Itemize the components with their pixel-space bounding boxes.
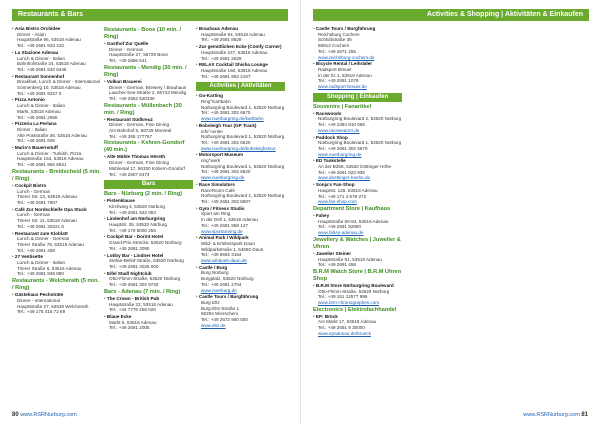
right-column-1 [313, 26, 405, 338]
listing-detail: Wildparkstraße 1, 54550 Daun [201, 246, 264, 252]
listing-entry [104, 79, 193, 102]
listing-name: • Blaue Ecke [104, 314, 193, 320]
listing-entry [196, 62, 285, 79]
listing-detail: Tel.: +49 2691 92880 [318, 224, 362, 230]
listing-entry [313, 158, 402, 181]
left-column-1 [12, 26, 104, 332]
listing-name: • Pizza Antonio [12, 97, 101, 103]
listing-entry [104, 117, 193, 140]
listing-name: • Vulkan Brauerei [104, 79, 193, 85]
listing-name: • Juwelier Steiner [313, 251, 402, 257]
category-band: Activities | Aktivitäten [196, 82, 285, 91]
listing-detail: Otto-Flimm-Straße, 53520 Nürburg [318, 288, 390, 294]
listing-detail: Lunch & Dinner - Italian [17, 55, 66, 61]
listing-detail: Hauptstraße 96, 53518 Adenau [17, 37, 81, 43]
listing-detail: Nürburgring Boulevard 1, 53520 Nürburg [201, 163, 285, 169]
listing-name: • Paddock Shop [313, 135, 402, 141]
listing-detail: Tel.: +49 2691 302 6620 [201, 139, 251, 145]
listing-website-link[interactable]: www.racewear24.de [318, 127, 360, 133]
listing-name: • Cockpit Bar - Dorint Hotel [104, 234, 193, 240]
listing-detail: Tel.: +49 2691 30221 6 [17, 223, 64, 229]
section-heading: Department Store | Kaufhaus [313, 205, 391, 212]
left-page-header: Restaurants & Bars [12, 9, 288, 21]
listing-name: • Brauhaus Adenau [196, 26, 285, 32]
listing-detail: Burg Eltz [201, 299, 220, 305]
left-column-2 [104, 26, 196, 332]
listing-name: • ED Tankstelle [313, 158, 402, 164]
listing-entry [313, 213, 402, 236]
listing-detail: Dinner - International [17, 297, 60, 303]
listing-detail: Trierer Straße 6, 53518 Adenau [17, 265, 82, 271]
listing-detail: Tel.: +44 7776 258 026 [109, 307, 156, 313]
listing-website-link[interactable]: www.nuerburgring.de [201, 175, 245, 181]
listing-detail: RaceRoom Café [201, 187, 235, 193]
listing-name: • Bobsleigh Tour (GP Track) [196, 123, 285, 129]
listing-entry [313, 26, 402, 60]
listing-entry [313, 135, 402, 158]
listing-entry [313, 314, 402, 337]
listing-name: • Castle Tours / Burgführung [196, 294, 285, 300]
listing-detail: 56294 Wierschem [201, 311, 239, 317]
listing-detail: Tel.: +49 2691 2005 [109, 325, 150, 331]
listing-detail: Dinner - German [109, 46, 144, 52]
listing-name: • Zur gemütlichen Ecke (Comfy Corner) [196, 44, 285, 50]
listing-name: • Pistenklause [104, 198, 193, 204]
section-heading: Restaurants - Breidscheid (5 min. / Ring) [12, 168, 101, 182]
listing-detail: Tel.: +49 170 8000 256 [109, 227, 156, 233]
listing-detail: Alte Poststraße 36, 53518 Adenau [17, 132, 87, 138]
listing-entry [104, 216, 193, 233]
site-link[interactable]: www.RSRNurburg.com [523, 412, 580, 418]
listing-detail: Tel.: +49 175 415 72 69 [17, 309, 66, 315]
listing-detail: Tel.: +49 2691 9227 0 [17, 90, 62, 96]
listing-detail: Tel.: +49 2691 2855 [17, 114, 58, 120]
listing-detail: Hauptstraße 27, 56729 Boos [109, 52, 168, 58]
listing-name: • RELAX Cocktail Shisha Lounge [196, 62, 285, 68]
listing-detail: Tel.: +49 2384 910 065 [318, 122, 365, 128]
category-band: Shopping | Einkaufen [313, 93, 402, 102]
section-heading: Restaurants - Mendig (30 min. / Ring) [104, 64, 187, 78]
listing-detail: Lunch - German [17, 212, 51, 218]
page-number: 81 [581, 412, 588, 418]
listing-website-link[interactable]: www.nuerburgring.de/bobsleighstour [201, 145, 276, 151]
listing-detail: Tel.: +49 2691 938 880 [17, 271, 64, 277]
listing-entry [313, 251, 402, 268]
listing-detail: Trierer Str. 11, 53518 Adenau [17, 218, 77, 224]
listing-entry [104, 271, 193, 288]
page-number: 80 [12, 412, 19, 418]
category-band: Bars [104, 180, 193, 189]
listing-detail: Markt 5, 53518 Adenau [109, 319, 157, 325]
listing-name: • Restaurant Südkreuz [104, 117, 193, 123]
listing-name: • Sonja's Fan-Shop [313, 182, 402, 188]
listing-detail: Dinner - German, Brewery / Brauhaus [109, 84, 187, 90]
section-heading: Bars - Nürburg (2 min. / Ring) [104, 191, 183, 198]
listing-detail: Tel.: +49 2691 1078 [318, 78, 359, 84]
listing-detail: Hauptstraße 27, 53539 Welcherath [17, 303, 89, 309]
right-page-header: Activities & Shopping | Aktivitäten & Einkaufen [313, 9, 589, 21]
listing-detail: Hauptstr. 126, 53518 Adenau [318, 187, 378, 193]
listing-entry [12, 254, 101, 277]
listing-entry [104, 41, 193, 64]
listing-detail: Lunch & Dinner - German [17, 236, 70, 242]
section-heading: Bars - Adenau (7 min. / Ring) [104, 288, 181, 295]
left-footer [12, 412, 77, 418]
listing-detail: Hauptstraße 91, 53518 Adenau [318, 256, 382, 262]
listing-name: • Bicycle Rental / Leihräder [313, 61, 402, 67]
listing-entry [12, 26, 101, 49]
listing-detail: Tel.: +49 151 12577 996 [318, 294, 368, 300]
listing-detail: Tel.: +49 2691 606 [17, 138, 55, 144]
listing-entry [313, 61, 402, 90]
listing-detail: Hauptstraße 94, 53518 Adenau [201, 31, 265, 37]
listing-detail: Tel.: +49 2691 2629 [201, 55, 242, 61]
site-link[interactable]: www.RSRNurburg.com [20, 412, 77, 418]
listing-detail: Tel.: +49 2691 459 [17, 247, 55, 253]
listing-entry [104, 296, 193, 313]
right-columns [313, 26, 589, 338]
listing-detail: Am Markt 17, 53518 Adenau [318, 319, 377, 325]
listing-entry [12, 50, 101, 73]
listing-name: • Motorsport Museum [196, 152, 285, 158]
listing-detail: In der Ilz 1, 53518 Adenau [318, 72, 372, 78]
section-heading: Restaurants - Müllenbach (30 min. / Ring) [104, 102, 182, 116]
listing-detail: Reichsburg Cochem [318, 31, 360, 37]
right-page [300, 0, 600, 425]
listing-website-link[interactable]: www.eltz.de [201, 322, 226, 328]
listing-entry [196, 182, 285, 205]
listing-detail: Tel.: +49 2691 9 30000 [318, 325, 365, 331]
listing-name: • Pizzeria La Perlana [12, 121, 101, 127]
section-heading: Souvenirs | Fanartikel [313, 103, 372, 110]
listing-entry [12, 145, 101, 168]
listing-detail: Burg Nürburg [201, 270, 229, 276]
left-column-3 [196, 26, 288, 332]
listing-name: • B.R.M Store Nürburgring Boulevard [313, 283, 402, 289]
listing-entry [104, 253, 193, 270]
left-columns [12, 26, 288, 332]
listing-detail: Ring°Kartbahn [201, 99, 231, 105]
listing-name: • Racewoods [313, 111, 402, 117]
listing-detail: Tel.: +49 2691 302 6607 [201, 198, 251, 204]
listing-entry [196, 123, 285, 152]
listing-name: • Castle Tours / Burgführung [313, 26, 402, 32]
listing-website-link[interactable]: www.nuerburgring.de [318, 151, 362, 157]
listing-detail: Hauptstraße 22, 53518 Adenau [109, 301, 173, 307]
listing-website-link[interactable]: www.fahey-adenau.de [318, 230, 364, 236]
listing-entry [313, 111, 402, 134]
listing-detail: Tel.: +49 2691 458 [318, 262, 356, 268]
listing-detail: Nürburgring Boulevard 2, 53520 Nürburg [318, 116, 402, 122]
listing-entry [12, 74, 101, 97]
listing-detail: Tel.: +49 2691 302 6670 [318, 145, 368, 151]
listing-detail: Nürburgring Boulevard 1, 53520 Nürburg [201, 104, 285, 110]
listing-detail: Laacher-See-Straße 2, 56743 Mendig [109, 90, 187, 96]
listing-entry [196, 235, 285, 264]
listing-detail: Tel.: +49 2671 255 [318, 48, 356, 54]
listing-entry [196, 206, 285, 235]
listing-name: • Restaurant zum Kloblatt [12, 231, 101, 237]
listing-name: • Mario's Bauernstuff [12, 145, 101, 151]
listing-detail: Kirchweg 4, 53520 Nürburg [109, 203, 165, 209]
listing-name: • Lobby Bar - Lindner Hotel [104, 253, 193, 259]
section-heading: B.R.M Watch Store | B.R.M Uhren Shop [313, 268, 402, 282]
listing-detail: Tel.: +49 2691 933 210 [17, 43, 64, 49]
listing-name: • Gästehaus Pechsträte [12, 292, 101, 298]
listing-name: • Castle / Burg [196, 265, 285, 271]
listing-website-link[interactable]: www.epadenau.de/brueck [318, 330, 371, 336]
listing-detail: Stefan-Bellof-Straße, 53520 Nürburg [109, 258, 184, 264]
listing-entry [12, 183, 101, 206]
listing-detail: Tel.: +49 2691 8629 [201, 37, 242, 43]
listing-detail: Hauptstraße 247, 53518 Adenau [201, 49, 268, 55]
listing-detail: Lunch - German [17, 188, 51, 194]
listing-detail: Tel.: +49 171 4 679 272 [318, 193, 367, 199]
right-footer [523, 412, 588, 418]
listing-website-link[interactable]: www.fan-shop.com [318, 199, 357, 205]
listing-name: • Restaurant Sonnenhof [12, 74, 101, 80]
listing-entry [196, 265, 285, 294]
listing-entry [12, 231, 101, 254]
listing-detail: Tel.: +49 2691 302 6620 [201, 169, 251, 175]
listing-detail: Tel.: +49 2691 922 053 [109, 209, 156, 215]
listing-detail: Tel.: +49 2656 541 [109, 58, 147, 64]
listing-detail: Tel.: +49 2691 3025 000 [109, 263, 159, 269]
listing-detail: ring°werk [201, 158, 221, 164]
listing-entry [12, 121, 101, 144]
section-heading: Jewellery & Watches | Juwelier & Uhren [313, 236, 401, 250]
listing-detail: In der Dell 1, 53518 Adenau [201, 217, 258, 223]
listing-detail: Bahnhofstraße 24, 53518 Adenau [17, 61, 86, 67]
listing-detail: Hauptstr. 35, 53520 Nürburg [109, 222, 167, 228]
listing-detail: Hauptstraße 153, 53518 Adenau [17, 156, 84, 162]
listing-detail: Tel.: +49 2607 6474 [109, 171, 150, 177]
listing-entry [12, 292, 101, 315]
listing-entry [12, 207, 101, 230]
listing-detail: Am Bahnhof 5, 56729 Monreal [109, 128, 172, 134]
listing-detail: Schloßstraße 36 [318, 37, 352, 43]
listing-name: • Gym / Fitness Studio [196, 206, 285, 212]
listing-detail: Tel.: +49 2691 2704 [201, 281, 242, 287]
listing-detail: Tel.: +49 2691 932 6346 [17, 66, 67, 72]
listing-website-link[interactable]: www.sportamring.de [201, 228, 243, 234]
listing-detail: Tel.: +49 2691 3090 [109, 245, 150, 251]
listing-detail: Mühlental 17, 56330 Kobern-Gondorf [109, 165, 185, 171]
listing-entry [196, 93, 285, 122]
listing-detail: Nürburgring Boulevard 1, 53520 Nürburg [318, 140, 402, 146]
listing-detail: Tel.: +49 2691 302 6670 [201, 110, 251, 116]
listing-detail: Tel.: +49 2691 958 147 [201, 222, 248, 228]
listing-detail: Dinner - German, Fine Dining [109, 160, 169, 166]
listing-detail: Hauptstraße 160, 53518 Adenau [201, 67, 268, 73]
listing-detail: Grand-Prix-Strecke, 53520 Nürburg [109, 240, 182, 246]
listing-name: • EP: Brück [313, 314, 402, 320]
listing-name: • Eifel Stadl Nightclub [104, 271, 193, 277]
listing-name: • Café Zur Nordschleife Opa Stuck [12, 207, 101, 213]
listing-name: • Asia Bistro Orchidee [12, 26, 101, 32]
listing-website-link[interactable]: www.radsport-breuer.de [318, 84, 367, 90]
listing-entry [196, 294, 285, 328]
listing-detail: Tel.: +49 2652 520330 [109, 95, 155, 101]
listing-detail: An der B258, 53520 Döttinger Höhe [318, 164, 392, 170]
listing-detail: Trierer Straße 79, 53518 Adenau [17, 241, 84, 247]
listing-detail: Lunch & Dinner - Italian [17, 260, 66, 266]
listing-detail: Dinner - Asian [17, 31, 46, 37]
listing-website-link[interactable]: www.brm-chronographes.com [318, 300, 380, 306]
listing-entry [104, 234, 193, 251]
listing-name: • Alte Mühle Thomas Höreth [104, 154, 193, 160]
listing-detail: Wild- & Erlebnispark Daun [201, 240, 255, 246]
listing-name: • Animal Park / Wildpark [196, 235, 285, 241]
listing-name: • The Crown - British Pub [104, 296, 193, 302]
listing-name: • Race Simulators [196, 182, 285, 188]
listing-entry [196, 26, 285, 43]
listing-website-link[interactable]: www.wildpark-daun.de [201, 258, 247, 264]
listing-detail: Tel.: +49 2691 7907 [17, 199, 58, 205]
listing-name: • Cockpit Bistro [12, 183, 101, 189]
listing-detail: Sport am Ring [201, 211, 231, 217]
listing-detail: Hauptstraße 80-84, 53518 Adenau [318, 218, 389, 224]
listing-name: • Gasthof Zur Quelle [104, 41, 193, 47]
listing-detail: Burg-Eltz-Straße 1 [201, 305, 240, 311]
listing-entry [313, 283, 402, 306]
listing-detail: Tel.: +49 2691 923 935 [318, 169, 365, 175]
listing-detail: Tel.: +49 2691 955 6631 [17, 162, 67, 168]
listing-entry [104, 314, 193, 331]
listing-detail: Breakfast, Lunch & Dinner - International [17, 79, 100, 85]
listing-detail: Radsport Breuer [318, 66, 352, 72]
listing-website-link[interactable]: www.doettinger-hoehe.de [318, 175, 371, 181]
listing-name: • 27 Ventisette [12, 254, 101, 260]
section-heading: Restaurants - Welcherath (5 min. / Ring) [12, 278, 99, 292]
section-heading: Electronics | Elektrofachhandel [313, 306, 397, 313]
listing-name: • Go-Karting [196, 93, 285, 99]
listing-detail: Nürburgring Boulevard 1, 53520 Nürburg [201, 134, 285, 140]
listing-website-link[interactable]: www.nuerburg.de [201, 287, 237, 293]
listing-name: • Lindenhof am Nürburgring [104, 216, 193, 222]
listing-detail: Trierer Str. 13, 53518 Adenau [17, 194, 78, 200]
listing-detail: 56812 Cochem [318, 43, 350, 49]
listing-detail: Burgplatz, 53520 Nürburg [201, 276, 254, 282]
listing-detail: Sonnenberg 10, 53518 Adenau [17, 85, 81, 91]
listing-entry [196, 44, 285, 61]
listing-detail: Tel.: +49 2672 950 500 [201, 317, 248, 323]
section-heading: Restaurants - Boos (10 min. / Ring) [104, 27, 182, 40]
listing-detail: Tel.: +49 2691 952 2167 [201, 73, 251, 79]
listing-detail: Lunch & Dinner - Turkish, Pizza [17, 150, 82, 156]
listing-detail: Tel.: +49 265 177767 [109, 133, 153, 139]
listing-detail: Otto-Flimm-Straße, 53520 Nürburg [109, 276, 181, 282]
listing-entry [104, 154, 193, 177]
listing-name: • La Stazione Adenau [12, 50, 101, 56]
listing-website-link[interactable]: www.nuerburgring.de/kartbahn [201, 116, 264, 122]
listing-detail: Dinner - Italian [17, 126, 47, 132]
listing-entry [104, 198, 193, 215]
listing-detail: info°center [201, 128, 224, 134]
listing-detail: Tel.: +49 6592 3154 [201, 252, 242, 258]
listing-detail: Tel.: +49 2691 302 9733 [109, 282, 159, 288]
listing-entry [12, 97, 101, 120]
section-heading: Restaurants - Kehren-Gondorf (40 min.) [104, 140, 185, 154]
listing-entry [196, 152, 285, 181]
listing-website-link[interactable]: www.reichsburg-cochem.de [318, 54, 375, 60]
listing-detail: Dinner - German, Fine Dining [109, 122, 169, 128]
listing-entry [313, 182, 402, 205]
listing-detail: Nürburgring Boulevard 1, 53520 Nürburg [201, 193, 285, 199]
listing-detail: Markt, 53518 Adenau [17, 108, 61, 114]
listing-detail: Lunch & Dinner - Italian [17, 103, 66, 109]
listing-name: • Fahey [313, 213, 402, 219]
